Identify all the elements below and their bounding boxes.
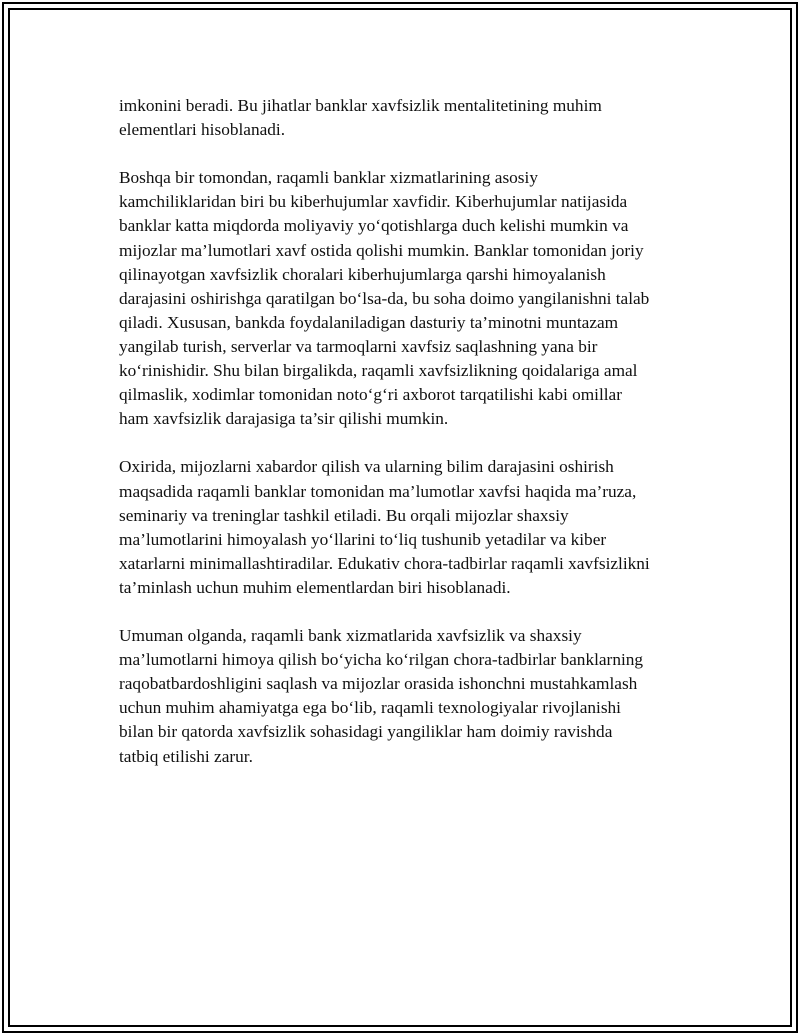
paragraph-3: Oxirida, mijozlarni xabardor qilish va ularning bilim darajasini oshirish maqsadida raqamli banklar tomonidan ma’lumotlar xavfsi haqida ma’ruza, seminariy va treninglar tashkil etiladi. Bu orqali mijozlar shaxsiy ma’lumotlarini himoyalash yo‘llarini to‘liq tushunib yetadilar va kiber xatarlarni minimallashtiradilar. Edukativ chora-tadbirlar raqamli xavfsizlikni ta’minlash uchun muhim elementlardan biri hisoblanadi. <box>119 457 650 597</box>
paragraph-4: Umuman olganda, raqamli bank xizmatlarida xavfsizlik va shaxsiy ma’lumotlarni himoya qilish bo‘yicha ko‘rilgan chora-tadbirlar banklarning raqobatbardoshligini saqlash va mijozlar orasida ishonchni mustahkamlash uchun muhim ahamiyatga ega bo‘lib, raqamli texnologiyalar rivojlanishi bilan bir qatorda xavfsizlik sohasidagi yangiliklar ham doimiy ravishda tatbiq etilishi zarur. <box>119 626 644 766</box>
document-body <box>119 94 689 793</box>
paragraph-1: imkonini beradi. Bu jihatlar banklar xavfsizlik mentalitetining muhim elementlari hisoblanadi. <box>119 96 602 140</box>
paragraph-2: Boshqa bir tomondan, raqamli banklar xizmatlarining asosiy kamchiliklaridan biri bu kiberhujumlar xavfidir. Kiberhujumlar natijasida banklar katta miqdorda moliyaviy yo‘qotishlarga duch kelishi mumkin va mijozlar ma’lumotlari xavf ostida qolishi mumkin. Banklar tomonidan joriy qilinayotgan xavfsizlik choralari kiberhujumlarga qarshi himoyalanish darajasini oshirishga qaratilgan bo‘lsa-da, bu soha doimo yangilanishni talab qiladi. Xususan, bankda foydalaniladigan dasturiy ta’minotni muntazam yangilab turish, serverlar va tarmoqlarni xavfsiz saqlashning yana bir ko‘rinishidir. Shu bilan birgalikda, raqamli xavfsizlikning qoidalariga amal qilmaslik, xodimlar tomonidan noto‘g‘ri axborot tarqatilishi kabi omillar ham xavfsizlik darajasiga ta’sir qilishi mumkin. <box>119 168 650 429</box>
